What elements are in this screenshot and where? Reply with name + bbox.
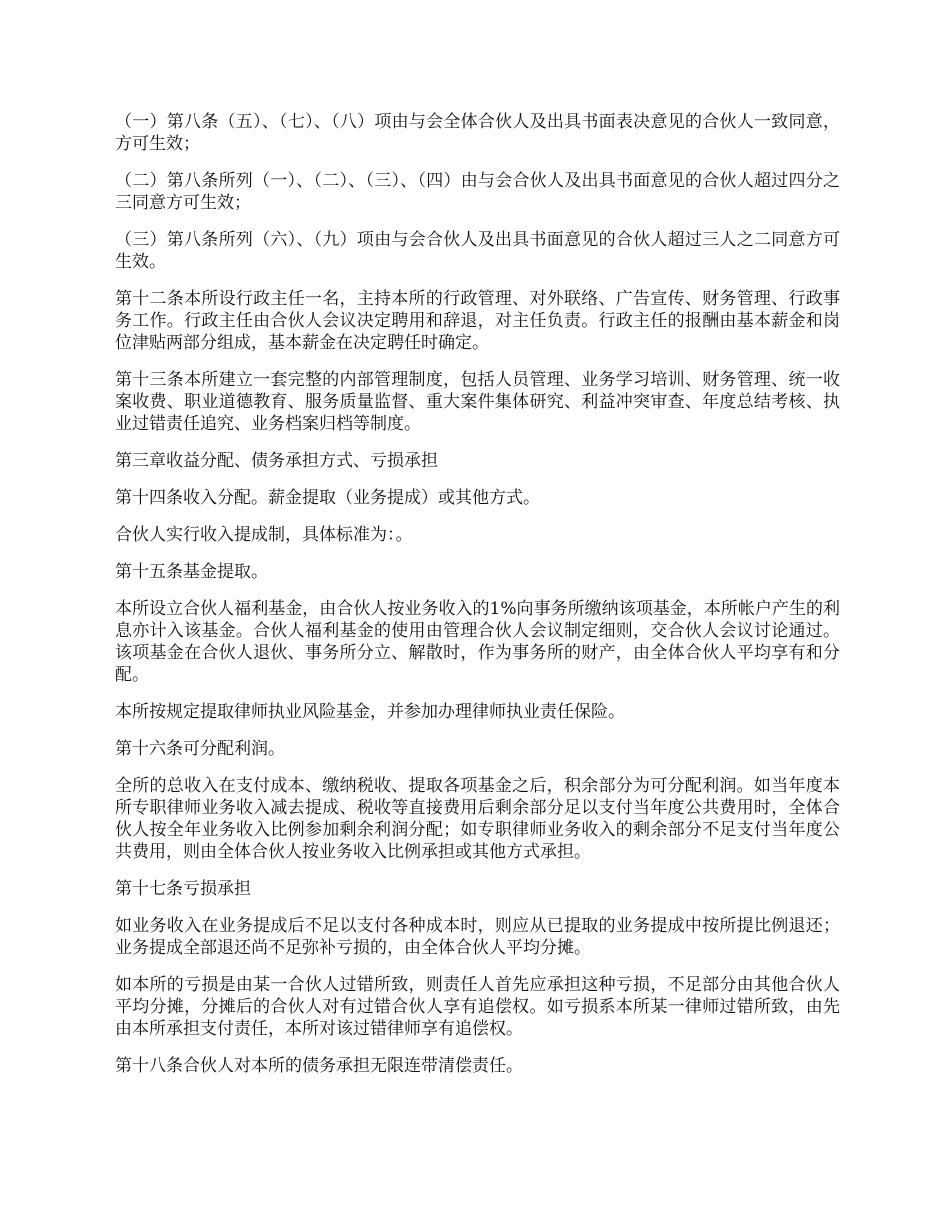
- paragraph-loss-liability: 如本所的亏损是由某一合伙人过错所致，则责任人首先应承担这种亏损，不足部分由其他合伙人平均分摊，分摊后的合伙人对有过错合伙人享有追偿权。如亏损系本所某一律师过错所致，由先由本所承担支付责任，本所对该过错律师享有追偿权。: [115, 975, 840, 1039]
- paragraph-clause-2: （二）第八条所列（一）、（二）、（三）、（四）由与会合伙人及出具书面意见的合伙人超过四分之三同意方可生效；: [115, 171, 840, 213]
- paragraph-clause-3: （三）第八条所列（六）、（九）项由与会合伙人及出具书面意见的合伙人超过三人之二同意方可生效。: [115, 230, 840, 272]
- document-body: [115, 111, 840, 1092]
- paragraph-article-12: 第十二条本所设行政主任一名，主持本所的行政管理、对外联络、广告宣传、财务管理、行政事务工作。行政主任由合伙人会议决定聘用和辞退，对主任负责。行政主任的报酬由基本薪金和岗位津贴两部分组成，基本薪金在决定聘任时确定。: [115, 289, 840, 353]
- paragraph-loss-refund: 如业务收入在业务提成后不足以支付各种成本时，则应从已提取的业务提成中按所提比例退还；业务提成全部退还尚不足弥补亏损的，由全体合伙人平均分摊。: [115, 916, 840, 958]
- paragraph-article-14: 第十四条收入分配。薪金提取（业务提成）或其他方式。: [115, 488, 540, 508]
- paragraph-article-13: 第十三条本所建立一套完整的内部管理制度，包括人员管理、业务学习培训、财务管理、统一收案收费、职业道德教育、服务质量监督、重大案件集体研究、利益冲突审查、年度总结考核、执业过错责任追究、业务档案归档等制度。: [115, 370, 840, 434]
- paragraph-welfare-fund: 本所设立合伙人福利基金，由合伙人按业务收入的1%向事务所缴纳该项基金，本所帐户产生的利息亦计入该基金。合伙人福利基金的使用由管理合伙人会议制定细则，交合伙人会议讨论通过。该项基金在合伙人退伙、事务所分立、解散时，作为事务所的财产，由全体合伙人平均享有和分配。: [115, 599, 840, 685]
- paragraph-risk-fund: 本所按规定提取律师执业风险基金，并参加办理律师执业责任保险。: [115, 702, 625, 722]
- paragraph-article-15: 第十五条基金提取。: [115, 562, 268, 582]
- paragraph-commission-standard: 合伙人实行收入提成制，具体标准为：。: [115, 525, 413, 545]
- paragraph-article-17: 第十七条亏损承担: [115, 879, 251, 899]
- chapter-3-heading: 第三章收益分配、债务承担方式、亏损承担: [115, 451, 438, 471]
- paragraph-clause-1: （一）第八条（五）、（七）、（八）项由与会全体合伙人及出具书面表决意见的合伙人一致同意，方可生效；: [115, 112, 840, 154]
- paragraph-profit-distribution: 全所的总收入在支付成本、缴纳税收、提取各项基金之后，积余部分为可分配利润。如当年度本所专职律师业务收入减去提成、税收等直接费用后剩余部分足以支付当年度公共费用时，全体合伙人按全年业务收入比例参加剩余利润分配；如专职律师业务收入的剩余部分不足支付当年度公共费用，则由全体合伙人按业务收入比例承担或其他方式承担。: [115, 776, 840, 862]
- paragraph-article-18: 第十八条合伙人对本所的债务承担无限连带清偿责任。: [115, 1056, 523, 1076]
- paragraph-article-16: 第十六条可分配利润。: [115, 739, 285, 759]
